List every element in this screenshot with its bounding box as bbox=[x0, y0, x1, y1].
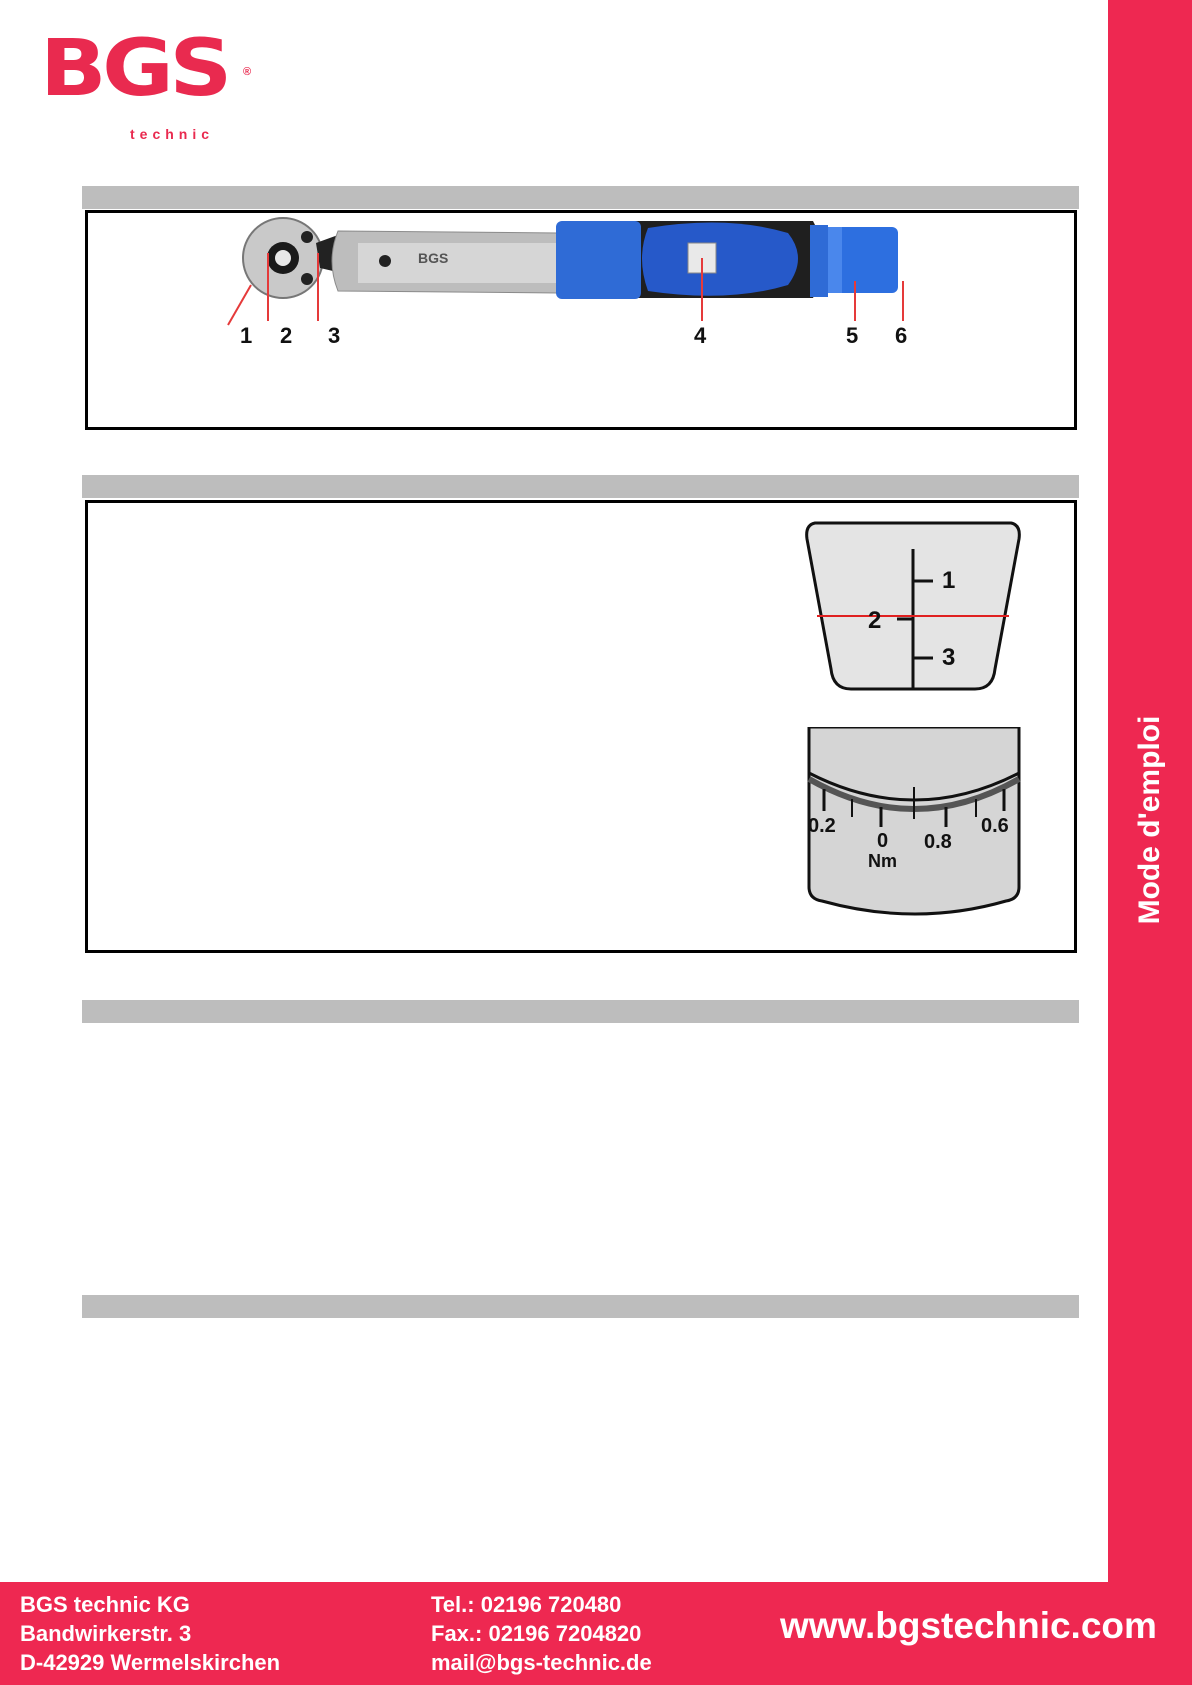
footer-fax: Fax.: 02196 7204820 bbox=[431, 1621, 642, 1646]
handle-blue-cap bbox=[556, 221, 641, 299]
wrench-figure-box bbox=[85, 210, 1077, 430]
scale-tick-0: 0 bbox=[877, 830, 889, 852]
registered-mark: ® bbox=[243, 66, 252, 78]
callout-4: 4 bbox=[694, 323, 707, 348]
scale-tick-0-6: 0.6 bbox=[981, 815, 1009, 837]
footer-contact bbox=[431, 1590, 652, 1677]
indicator-window-diagram bbox=[803, 521, 1023, 691]
footer-mail[interactable]: mail@bgs-technic.de bbox=[431, 1650, 652, 1675]
logo-subtitle: technic bbox=[130, 126, 215, 142]
callout-2: 2 bbox=[280, 323, 293, 348]
callout-3: 3 bbox=[328, 323, 341, 348]
callout-6: 6 bbox=[895, 323, 908, 348]
footer-address bbox=[20, 1590, 280, 1677]
logo-wordmark: BGS bbox=[40, 24, 228, 114]
scale-unit: Nm bbox=[868, 851, 898, 871]
footer-city: D-42929 Wermelskirchen bbox=[20, 1650, 281, 1675]
torque-wrench-illustration bbox=[88, 213, 1074, 427]
callout-5: 5 bbox=[846, 323, 859, 348]
indicator-label-3: 3 bbox=[942, 644, 956, 671]
indicator-label-2: 2 bbox=[868, 607, 882, 634]
callout-1: 1 bbox=[240, 323, 253, 348]
footer-street: Bandwirkerstr. 3 bbox=[20, 1621, 192, 1646]
scale-tick-0-2: 0.2 bbox=[808, 815, 836, 837]
svg-text:BGS: BGS bbox=[418, 250, 449, 266]
scale-figure-box bbox=[85, 500, 1077, 953]
sidebar-title: Mode d'emploi bbox=[1133, 715, 1166, 925]
scale-tick-0-8: 0.8 bbox=[924, 831, 952, 853]
section-header-bar-1 bbox=[82, 186, 1079, 209]
footer-website-link[interactable]: www.bgstechnic.com bbox=[780, 1605, 1157, 1646]
handle-blue-insert bbox=[642, 223, 798, 296]
indicator-label-1: 1 bbox=[942, 567, 956, 594]
bgs-logo bbox=[40, 24, 252, 142]
section-header-bar-3 bbox=[82, 1000, 1079, 1023]
section-header-bar-4 bbox=[82, 1295, 1079, 1318]
section-header-bar-2 bbox=[82, 475, 1079, 498]
footer-company: BGS technic KG bbox=[20, 1592, 190, 1617]
footer-tel: Tel.: 02196 720480 bbox=[431, 1592, 622, 1617]
